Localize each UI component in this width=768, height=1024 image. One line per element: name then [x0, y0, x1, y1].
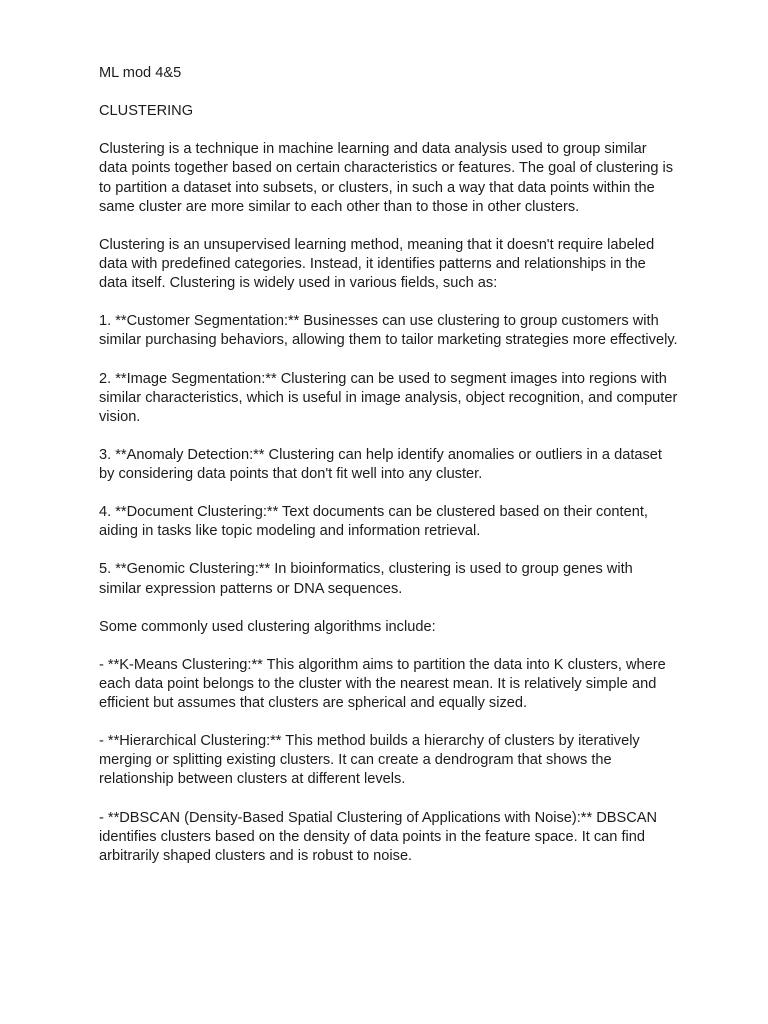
list-item-image-segmentation: 2. **Image Segmentation:** Clustering can be used to segment images into regions with similar characteristics, which is useful in image analysis, object recognition, and computer vision. [99, 370, 678, 425]
list-item-customer-segmentation: 1. **Customer Segmentation:** Businesses can use clustering to group customers with similar purchasing behaviors, allowing them to tailor marketing strategies more effectively. [99, 313, 678, 349]
list-item-genomic-clustering: 5. **Genomic Clustering:** In bioinformatics, clustering is used to group genes with similar expression patterns or DNA sequences. [99, 561, 633, 597]
list-item-document-clustering: 4. **Document Clustering:** Text documents can be clustered based on their content, aiding in tasks like topic modeling and information retrieval. [99, 504, 648, 540]
section-heading: CLUSTERING [99, 103, 194, 120]
bullet-kmeans: - **K-Means Clustering:** This algorithm aims to partition the data into K clusters, where each data point belongs to the cluster with the nearest mean. It is relatively simple and efficient but assumes that clusters are spherical and equally sized. [99, 656, 666, 712]
intro-paragraph: Clustering is a technique in machine learning and data analysis used to group similar data points together based on certain characteristics or features. The goal of clustering is to partition a dataset into subsets, or clusters, in such a way that data points within the same cluster are more similar to each other than to those in other clusters. [99, 141, 674, 215]
bullet-hierarchical: - **Hierarchical Clustering:** This method builds a hierarchy of clusters by iteratively merging or splitting existing clusters. It can create a dendrogram that shows the relationship between clusters at different levels. [99, 733, 640, 788]
list-item-anomaly-detection: 3. **Anomaly Detection:** Clustering can help identify anomalies or outliers in a dataset by considering data points that don't fit well into any cluster. [99, 446, 662, 482]
document-title: ML mod 4&5 [99, 65, 182, 81]
algorithms-intro-paragraph: Some commonly used clustering algorithms include: [99, 618, 436, 635]
bullet-dbscan: - **DBSCAN (Density-Based Spatial Clustering of Applications with Noise):** DBSCAN identifies clusters based on the density of data points in the feature space. It can find arbitrarily shaped clusters and is robust to noise. [99, 809, 658, 864]
unsupervised-paragraph: Clustering is an unsupervised learning method, meaning that it doesn't require labeled data with predefined categories. Instead, it identifies patterns and relationships in the data itself. Clustering is widely used in various fields, such as: [99, 236, 655, 292]
